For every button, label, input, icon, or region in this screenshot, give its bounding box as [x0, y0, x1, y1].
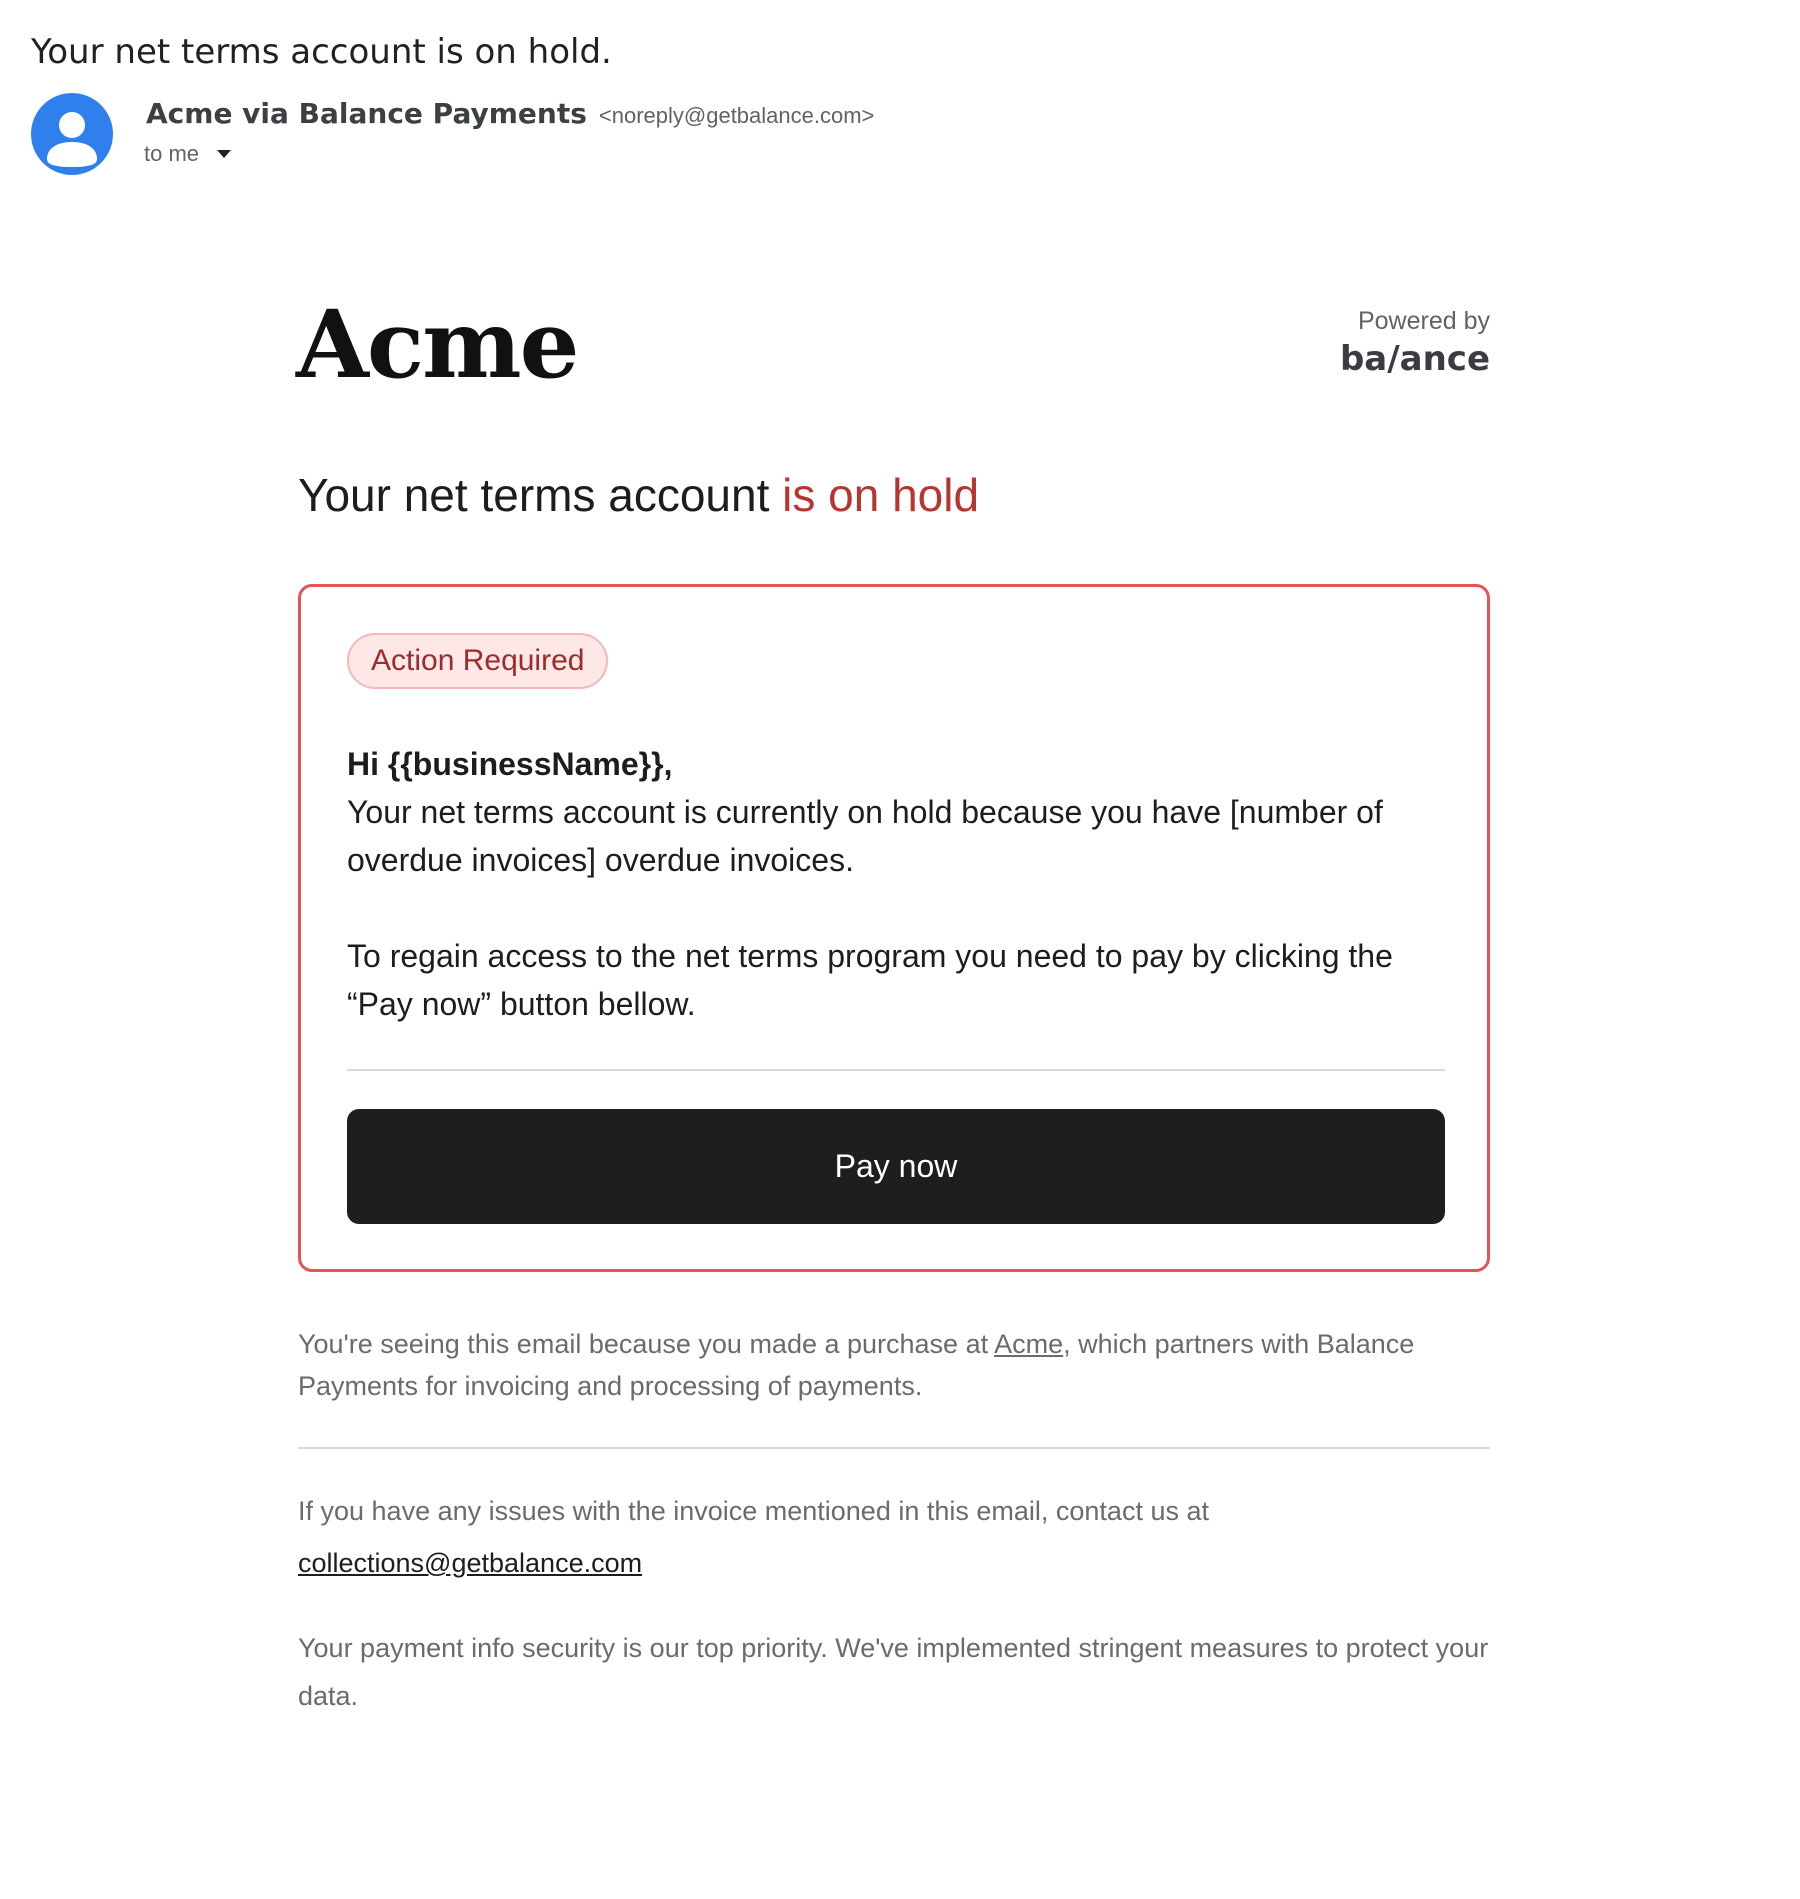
person-icon: [31, 93, 113, 175]
email-header: [0, 0, 1800, 190]
security-note: Your payment info security is our top priority. We've implemented stringent measures to protect your data.: [298, 1633, 1489, 1711]
email-footer: [298, 1323, 1490, 1720]
headline-accent: is on hold: [782, 469, 980, 521]
greeting: Hi {{businessName}},: [347, 746, 673, 782]
sender-avatar[interactable]: [31, 93, 113, 175]
sender-name[interactable]: Acme via Balance Payments: [146, 97, 587, 130]
disclaimer-suffix: , which partners with Balance Payments for invoicing and processing of payments.: [298, 1329, 1415, 1401]
caret-down-icon[interactable]: [217, 150, 231, 158]
powered-by: [1340, 306, 1490, 382]
acme-logo: Acme: [296, 290, 578, 400]
headline-prefix: Your net terms account: [298, 469, 783, 521]
recipient-label: to me: [144, 141, 200, 166]
sender-email: <noreply@getbalance.com>: [598, 103, 875, 128]
balance-logo: ba/ance: [1339, 339, 1490, 379]
sender-info: [146, 97, 874, 130]
recipient-details-toggle[interactable]: [144, 141, 231, 167]
purchase-disclaimer: [298, 1323, 1490, 1407]
pay-now-button[interactable]: Pay now: [347, 1109, 1445, 1224]
notice-message: [347, 740, 1447, 1028]
powered-by-label: Powered by: [1357, 307, 1490, 335]
footer-divider: [298, 1447, 1490, 1449]
hold-reason: Your net terms account is currently on hold because you have [number of overdue invoices] overdue invoices.: [347, 794, 1383, 878]
email-subject: Your net terms account is on hold.: [31, 32, 612, 72]
payment-instructions: To regain access to the net terms program you need to pay by clicking the “Pay now” button bellow.: [347, 938, 1393, 1022]
brand-row: [298, 280, 1490, 410]
action-required-badge: Action Required: [347, 633, 608, 689]
contact-text: If you have any issues with the invoice mentioned in this email, contact us at: [298, 1496, 1209, 1526]
collections-email-link[interactable]: collections@getbalance.com: [298, 1548, 643, 1578]
hold-notice-card: [298, 584, 1490, 1272]
page-headline: [298, 468, 979, 522]
card-divider: [347, 1069, 1445, 1071]
email-body: [296, 280, 1490, 1711]
disclaimer-prefix: You're seeing this email because you made a purchase at: [298, 1329, 995, 1359]
acme-link[interactable]: Acme: [994, 1329, 1064, 1359]
